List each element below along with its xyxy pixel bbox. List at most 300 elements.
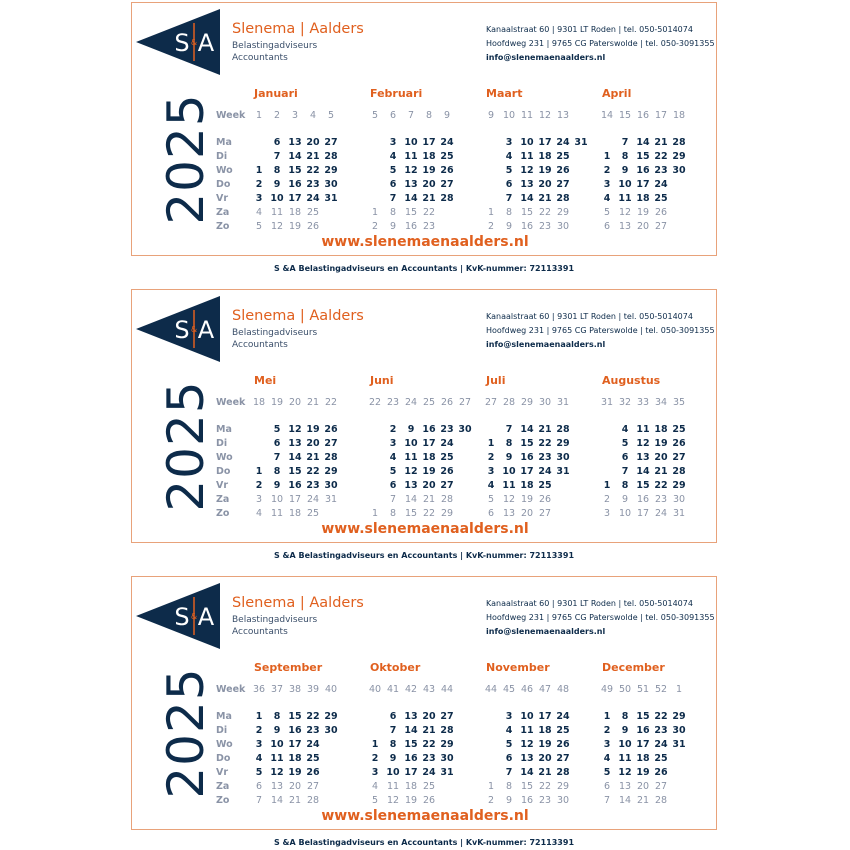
calendar-card <box>131 576 717 830</box>
day-number: 1 <box>371 508 379 519</box>
day-label: Vr <box>216 767 229 778</box>
day-number: 10 <box>618 508 632 519</box>
week-number: 14 <box>600 110 614 121</box>
day-number: 5 <box>273 424 281 435</box>
day-number: 4 <box>255 753 263 764</box>
day-number: 4 <box>255 207 263 218</box>
day-label: Zo <box>216 221 230 232</box>
day-number: 21 <box>654 466 668 477</box>
day-number: 2 <box>603 494 611 505</box>
week-number: 2 <box>273 110 281 121</box>
day-number: 13 <box>404 711 418 722</box>
day-number: 19 <box>654 438 668 449</box>
day-number: 4 <box>603 753 611 764</box>
day-number: 20 <box>422 711 436 722</box>
day-number: 23 <box>654 165 668 176</box>
day-number: 18 <box>288 508 302 519</box>
day-number: 14 <box>288 151 302 162</box>
day-number: 27 <box>440 179 454 190</box>
day-number: 27 <box>654 781 668 792</box>
day-number: 8 <box>505 438 513 449</box>
day-number: 28 <box>440 494 454 505</box>
day-number: 20 <box>636 781 650 792</box>
day-number: 20 <box>422 480 436 491</box>
month-name: Januari <box>254 87 298 100</box>
day-label: Week <box>216 397 246 408</box>
day-number: 3 <box>255 739 263 750</box>
day-number: 25 <box>556 151 570 162</box>
day-number: 14 <box>636 466 650 477</box>
week-number: 5 <box>327 110 335 121</box>
day-label: Wo <box>216 452 233 463</box>
week-number: 22 <box>368 397 382 408</box>
week-number: 39 <box>306 684 320 695</box>
day-number: 28 <box>324 151 338 162</box>
day-number: 17 <box>422 137 436 148</box>
day-number: 11 <box>520 725 534 736</box>
day-number: 5 <box>505 739 513 750</box>
day-number: 30 <box>324 179 338 190</box>
day-number: 6 <box>255 781 263 792</box>
day-number: 7 <box>389 494 397 505</box>
day-number: 24 <box>306 739 320 750</box>
svg-text:A: A <box>197 603 215 631</box>
week-number: 3 <box>291 110 299 121</box>
day-number: 13 <box>636 452 650 463</box>
day-number: 10 <box>618 739 632 750</box>
day-number: 13 <box>618 221 632 232</box>
day-number: 22 <box>422 739 436 750</box>
calendar-card <box>131 2 717 256</box>
day-number: 2 <box>603 165 611 176</box>
day-number: 21 <box>306 452 320 463</box>
day-number: 22 <box>538 781 552 792</box>
company-name: Slenema | Aalders <box>232 308 364 324</box>
company-name: Slenema | Aalders <box>232 21 364 37</box>
day-label: Wo <box>216 165 233 176</box>
day-number: 19 <box>422 165 436 176</box>
day-number: 15 <box>636 711 650 722</box>
day-number: 24 <box>654 739 668 750</box>
day-label: Do <box>216 179 231 190</box>
week-number: 27 <box>458 397 472 408</box>
day-number: 21 <box>306 151 320 162</box>
day-number: 16 <box>288 725 302 736</box>
company-subtitle: Accountants <box>232 53 288 63</box>
day-number: 9 <box>505 795 513 806</box>
day-number: 19 <box>538 165 552 176</box>
day-number: 19 <box>404 795 418 806</box>
day-number: 21 <box>422 193 436 204</box>
day-number: 18 <box>538 151 552 162</box>
day-number: 23 <box>654 494 668 505</box>
day-number: 28 <box>556 424 570 435</box>
day-number: 29 <box>324 466 338 477</box>
week-number: 38 <box>288 684 302 695</box>
day-number: 19 <box>636 207 650 218</box>
week-number: 27 <box>484 397 498 408</box>
day-number: 8 <box>621 480 629 491</box>
day-number: 30 <box>672 725 686 736</box>
day-number: 29 <box>556 207 570 218</box>
day-label: Di <box>216 725 228 736</box>
day-number: 5 <box>621 438 629 449</box>
week-number: 19 <box>270 397 284 408</box>
day-number: 2 <box>603 725 611 736</box>
week-number: 22 <box>324 397 338 408</box>
footer-text: S &A Belastingadviseurs en Accountants | KvK-nummer: 72113391 <box>273 551 575 560</box>
day-number: 20 <box>520 508 534 519</box>
website-url: www.slenemaenaalders.nl <box>321 234 529 250</box>
week-number: 30 <box>538 397 552 408</box>
day-number: 24 <box>306 494 320 505</box>
month-name: Maart <box>486 87 523 100</box>
day-number: 27 <box>306 781 320 792</box>
year-text: 2025 <box>157 667 215 799</box>
day-number: 30 <box>672 165 686 176</box>
day-number: 27 <box>538 508 552 519</box>
day-number: 17 <box>404 767 418 778</box>
week-number: 48 <box>556 684 570 695</box>
day-number: 25 <box>538 480 552 491</box>
day-number: 8 <box>389 207 397 218</box>
svg-text:A: A <box>197 316 215 344</box>
day-number: 24 <box>306 193 320 204</box>
day-label: Do <box>216 753 231 764</box>
week-number: 42 <box>404 684 418 695</box>
day-number: 31 <box>440 767 454 778</box>
day-number: 23 <box>538 452 552 463</box>
day-number: 30 <box>672 494 686 505</box>
day-number: 19 <box>306 424 320 435</box>
day-number: 19 <box>288 221 302 232</box>
day-number: 20 <box>288 781 302 792</box>
day-number: 29 <box>556 781 570 792</box>
week-number: 47 <box>538 684 552 695</box>
day-label: Za <box>216 207 230 218</box>
week-number: 49 <box>600 684 614 695</box>
day-number: 2 <box>487 221 495 232</box>
day-number: 4 <box>621 424 629 435</box>
day-number: 5 <box>389 466 397 477</box>
day-number: 8 <box>621 711 629 722</box>
day-number: 20 <box>422 179 436 190</box>
day-number: 31 <box>672 739 686 750</box>
month-name: Mei <box>254 374 277 387</box>
day-number: 4 <box>505 725 513 736</box>
day-number: 8 <box>273 466 281 477</box>
day-number: 7 <box>505 424 513 435</box>
day-number: 7 <box>389 193 397 204</box>
day-number: 9 <box>273 179 281 190</box>
day-number: 24 <box>440 137 454 148</box>
day-number: 15 <box>288 165 302 176</box>
day-number: 11 <box>404 151 418 162</box>
day-number: 23 <box>654 725 668 736</box>
day-number: 8 <box>273 165 281 176</box>
day-number: 26 <box>672 438 686 449</box>
day-number: 1 <box>603 711 611 722</box>
day-number: 13 <box>404 480 418 491</box>
week-number: 18 <box>252 397 266 408</box>
day-number: 9 <box>505 221 513 232</box>
day-number: 23 <box>306 725 320 736</box>
day-number: 6 <box>603 221 611 232</box>
day-number: 31 <box>324 494 338 505</box>
month-name: Juni <box>370 374 394 387</box>
day-number: 9 <box>389 753 397 764</box>
day-number: 3 <box>389 438 397 449</box>
day-number: 25 <box>306 753 320 764</box>
day-number: 15 <box>520 438 534 449</box>
day-number: 27 <box>324 438 338 449</box>
day-number: 17 <box>636 508 650 519</box>
day-number: 10 <box>270 739 284 750</box>
day-number: 12 <box>618 767 632 778</box>
day-number: 1 <box>487 207 495 218</box>
week-number: 20 <box>288 397 302 408</box>
day-label: Ma <box>216 711 232 722</box>
week-number: 26 <box>440 397 454 408</box>
day-number: 22 <box>306 165 320 176</box>
day-number: 10 <box>270 494 284 505</box>
week-number: 12 <box>538 110 552 121</box>
day-number: 1 <box>603 151 611 162</box>
month-name: November <box>486 661 550 674</box>
week-number: 6 <box>389 110 397 121</box>
day-number: 17 <box>288 739 302 750</box>
day-number: 15 <box>404 207 418 218</box>
company-subtitle: Belastingadviseurs <box>232 615 318 625</box>
day-number: 20 <box>306 438 320 449</box>
day-label: Wo <box>216 739 233 750</box>
day-number: 28 <box>440 725 454 736</box>
day-number: 21 <box>654 137 668 148</box>
day-number: 28 <box>556 193 570 204</box>
day-number: 30 <box>324 725 338 736</box>
day-number: 13 <box>288 438 302 449</box>
day-number: 13 <box>404 179 418 190</box>
week-number: 11 <box>520 110 534 121</box>
day-number: 7 <box>505 767 513 778</box>
day-number: 15 <box>288 711 302 722</box>
day-number: 30 <box>458 424 472 435</box>
day-number: 3 <box>371 767 379 778</box>
day-number: 11 <box>618 193 632 204</box>
day-number: 17 <box>288 193 302 204</box>
day-number: 15 <box>404 739 418 750</box>
day-number: 11 <box>618 753 632 764</box>
day-label: Vr <box>216 480 229 491</box>
day-label: Do <box>216 466 231 477</box>
day-number: 24 <box>556 137 570 148</box>
day-number: 23 <box>440 424 454 435</box>
day-number: 17 <box>538 711 552 722</box>
company-subtitle: Belastingadviseurs <box>232 328 318 338</box>
day-number: 12 <box>520 739 534 750</box>
day-number: 8 <box>505 781 513 792</box>
day-number: 23 <box>306 179 320 190</box>
day-number: 3 <box>505 137 513 148</box>
day-number: 26 <box>654 767 668 778</box>
day-number: 6 <box>389 711 397 722</box>
week-number: 50 <box>618 684 632 695</box>
website-url: www.slenemaenaalders.nl <box>321 808 529 824</box>
day-number: 26 <box>538 494 552 505</box>
day-number: 29 <box>440 739 454 750</box>
day-number: 16 <box>404 221 418 232</box>
day-number: 5 <box>371 795 379 806</box>
day-number: 25 <box>306 207 320 218</box>
company-subtitle: Accountants <box>232 627 288 637</box>
day-number: 13 <box>270 781 284 792</box>
day-number: 14 <box>618 795 632 806</box>
day-number: 21 <box>636 795 650 806</box>
day-number: 2 <box>487 795 495 806</box>
week-number: 17 <box>654 110 668 121</box>
day-number: 22 <box>654 480 668 491</box>
day-number: 16 <box>520 452 534 463</box>
company-subtitle: Belastingadviseurs <box>232 41 318 51</box>
month-name: Juli <box>486 374 506 387</box>
day-number: 26 <box>440 466 454 477</box>
day-number: 12 <box>520 165 534 176</box>
week-number: 4 <box>309 110 317 121</box>
svg-text:A: A <box>197 29 215 57</box>
day-number: 11 <box>386 781 400 792</box>
day-number: 15 <box>636 151 650 162</box>
week-number: 24 <box>404 397 418 408</box>
day-number: 22 <box>306 466 320 477</box>
week-number: 31 <box>556 397 570 408</box>
day-number: 27 <box>324 137 338 148</box>
week-number: 25 <box>422 397 436 408</box>
day-number: 16 <box>422 424 436 435</box>
day-number: 28 <box>556 767 570 778</box>
week-number: 9 <box>443 110 451 121</box>
day-number: 26 <box>440 165 454 176</box>
day-number: 14 <box>520 193 534 204</box>
day-number: 20 <box>636 221 650 232</box>
week-number: 1 <box>675 684 683 695</box>
contact-line: Hoofdweg 231 | 9765 CG Paterswolde | tel. 050-3091355 <box>486 326 715 335</box>
day-number: 4 <box>371 781 379 792</box>
day-number: 12 <box>270 767 284 778</box>
day-number: 5 <box>505 165 513 176</box>
day-number: 4 <box>255 508 263 519</box>
day-number: 10 <box>404 137 418 148</box>
day-number: 7 <box>273 151 281 162</box>
day-number: 1 <box>371 207 379 218</box>
day-number: 25 <box>306 508 320 519</box>
day-label: Zo <box>216 795 230 806</box>
day-number: 17 <box>422 438 436 449</box>
day-number: 8 <box>389 739 397 750</box>
day-number: 19 <box>288 767 302 778</box>
day-number: 30 <box>556 221 570 232</box>
day-number: 13 <box>520 179 534 190</box>
day-number: 28 <box>324 452 338 463</box>
day-number: 4 <box>487 480 495 491</box>
day-number: 22 <box>538 207 552 218</box>
day-number: 3 <box>487 466 495 477</box>
day-number: 18 <box>422 452 436 463</box>
day-number: 11 <box>270 508 284 519</box>
day-number: 18 <box>288 207 302 218</box>
day-number: 22 <box>654 151 668 162</box>
day-number: 9 <box>621 165 629 176</box>
day-number: 16 <box>520 795 534 806</box>
day-number: 2 <box>389 424 397 435</box>
week-number: 7 <box>407 110 415 121</box>
day-number: 17 <box>636 179 650 190</box>
week-number: 1 <box>255 110 263 121</box>
day-number: 16 <box>636 165 650 176</box>
day-number: 25 <box>440 151 454 162</box>
day-number: 16 <box>636 725 650 736</box>
month-name: Augustus <box>602 374 661 387</box>
day-number: 6 <box>621 452 629 463</box>
day-number: 19 <box>636 767 650 778</box>
day-number: 7 <box>505 193 513 204</box>
day-number: 1 <box>603 480 611 491</box>
svg-text:&: & <box>190 38 198 47</box>
day-number: 11 <box>520 151 534 162</box>
day-number: 17 <box>538 137 552 148</box>
day-label: Zo <box>216 508 230 519</box>
day-number: 18 <box>654 424 668 435</box>
week-number: 13 <box>556 110 570 121</box>
day-number: 25 <box>422 781 436 792</box>
footer-text: S &A Belastingadviseurs en Accountants | KvK-nummer: 72113391 <box>273 264 575 273</box>
day-number: 16 <box>520 221 534 232</box>
contact-line: Kanaalstraat 60 | 9301 LT Roden | tel. 050-5014074 <box>486 25 693 34</box>
week-number: 5 <box>371 110 379 121</box>
day-number: 23 <box>306 480 320 491</box>
day-number: 13 <box>618 781 632 792</box>
week-number: 36 <box>252 684 266 695</box>
day-number: 15 <box>404 508 418 519</box>
day-number: 28 <box>306 795 320 806</box>
day-number: 22 <box>306 711 320 722</box>
day-number: 30 <box>324 480 338 491</box>
day-number: 6 <box>273 438 281 449</box>
week-number: 41 <box>386 684 400 695</box>
day-number: 9 <box>621 725 629 736</box>
day-number: 29 <box>324 165 338 176</box>
day-number: 1 <box>487 781 495 792</box>
contact-line: Hoofdweg 231 | 9765 CG Paterswolde | tel. 050-3091355 <box>486 39 715 48</box>
month-name: April <box>602 87 632 100</box>
day-number: 31 <box>574 137 588 148</box>
day-number: 3 <box>603 508 611 519</box>
day-number: 19 <box>422 466 436 477</box>
day-number: 10 <box>502 466 516 477</box>
day-number: 14 <box>520 767 534 778</box>
week-number: 8 <box>425 110 433 121</box>
day-number: 15 <box>636 480 650 491</box>
week-number: 28 <box>502 397 516 408</box>
day-number: 4 <box>603 193 611 204</box>
day-number: 26 <box>556 739 570 750</box>
footer-text: S &A Belastingadviseurs en Accountants | KvK-nummer: 72113391 <box>273 838 575 847</box>
day-number: 26 <box>306 767 320 778</box>
day-number: 12 <box>502 494 516 505</box>
day-number: 3 <box>389 137 397 148</box>
week-number: 37 <box>270 684 284 695</box>
day-number: 22 <box>654 711 668 722</box>
day-number: 9 <box>389 221 397 232</box>
